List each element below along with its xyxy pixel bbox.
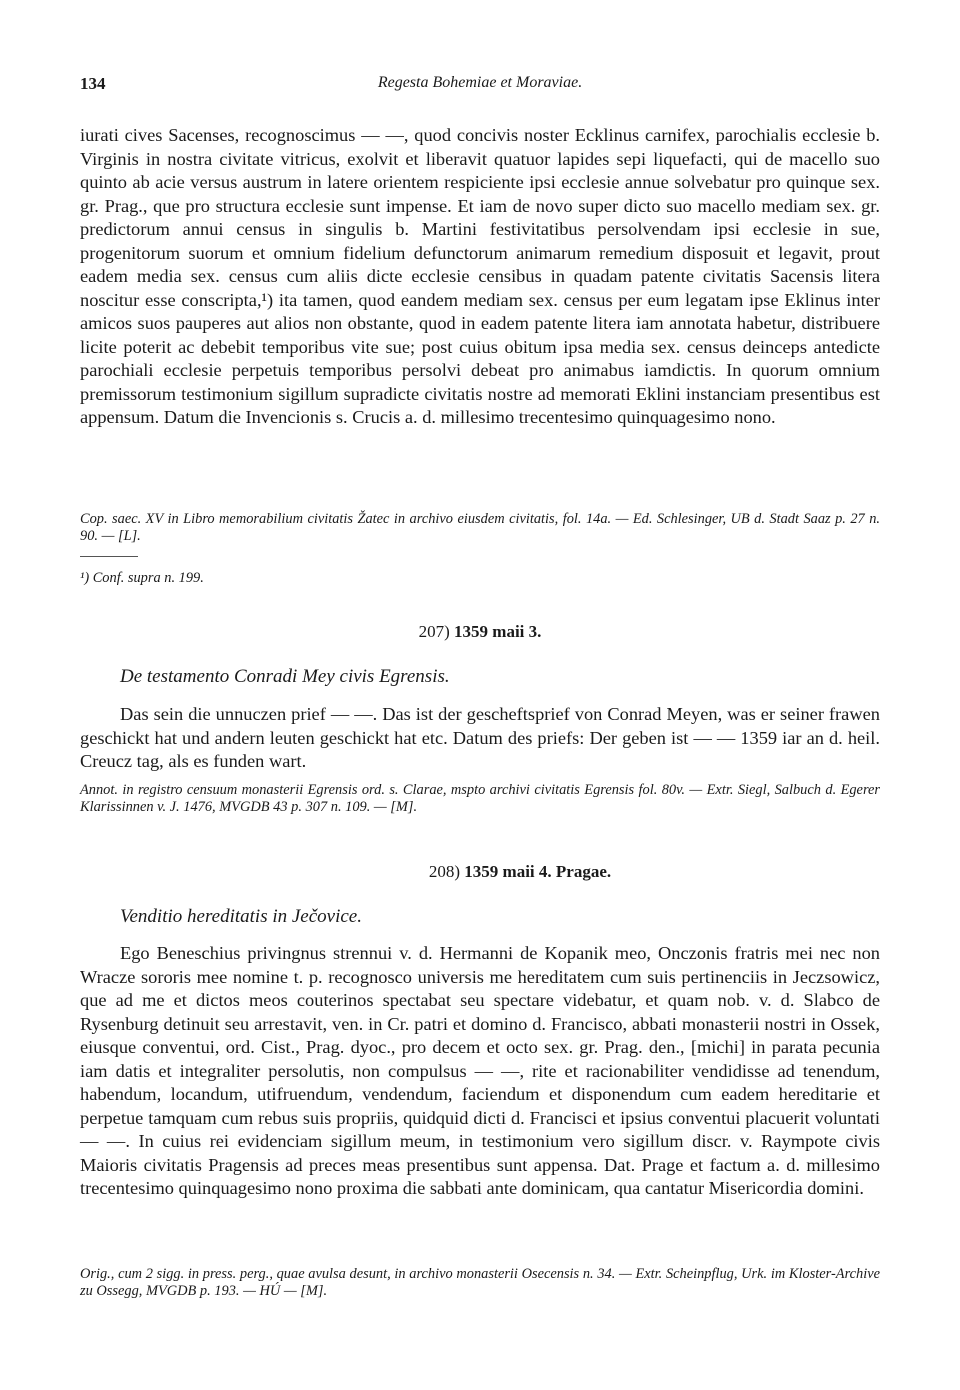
- doc207-heading: [80, 622, 880, 642]
- doc206-body: iurati cives Sacenses, recognoscimus — —, quod concivis noster Ecklinus carnifex, parochialis ecclesie b. Virginis in nostra civitate vitricus, exolvit et liberavit quatuor lapides sepi liquefacti, qui de macello suo quinto ab acie versus austrum in latere orientem respiciente ipsi ecclesie annue solvebatur pro quinque sex. gr. Prag., que pro structura ecclesie sunt impense. Et iam de novo super dicto suo macello mediam sex. gr. predictorum annui census in singulis b. Martini festivitatibus persolvendam ipsi ecclesie in sue, progenitorum suorum et omnium fidelium defunctorum animarum remedium disposuit et legavit, prout eadem media sex. census cum aliis dicte ecclesie censibus in quadam patente civitatis Sacensis litera noscitur esse conscripta,¹) ita tamen, quod eandem mediam sex. census per eum legatam ipse Eklinus inter amicos suos pauperes aut alios non obstante, quod in eadem patente litera iam annotata habetur, distribuere licite poterit ac debebit temporibus vite sue; post cuius obitum ipsa media sex. census deinceps antedicte parochiali ecclesie perpetuis temporibus persolvi debeat pro animabus iamdictis. In quorum omnium premissorum testimonium sigillum supradicte civitatis nostre ad memorati Eklini instanciam presentibus est appensum. Datum die Invencionis s. Crucis a. d. millesimo trecentesimo quinquagesimo nono.: [80, 125, 880, 427]
- doc207-number: 207): [418, 622, 450, 641]
- doc208-source-note: Orig., cum 2 sigg. in press. perg., quae avulsa desunt, in archivo monasterii Osecensis n. 34. — Extr. Scheinpflug, Urk. im Kloster-Archive zu Ossegg, MVGDB p. 193. — HÚ — [M].: [80, 1266, 880, 1299]
- doc206-footnote: ¹) Conf. supra n. 199.: [80, 570, 204, 586]
- doc208-date: 1359 maii 4. Pragae.: [464, 862, 612, 881]
- doc206-source-note: Cop. saec. XV in Libro memorabilium civitatis Žatec in archivo eiusdem civitatis, fol. 14a. — Ed. Schlesinger, UB d. Stadt Saaz p. 27 n. 90. — [L].: [80, 511, 880, 544]
- doc208-rubric: Venditio hereditatis in Ječovice.: [120, 906, 362, 927]
- doc208-number: 208): [428, 862, 461, 881]
- page-header: [80, 74, 880, 100]
- doc207-source-note: Annot. in registro censuum monasterii Egrensis ord. s. Clarae, mspto archivi civitatis Egrensis fol. 80v. — Extr. Siegl, Salbuch d. Egerer Klarissinnen v. J. 1476, MVGDB 43 p. 307 n. 109. — [M].: [80, 782, 880, 815]
- doc208-heading: [80, 862, 880, 882]
- doc207-body: Das sein die unnuczen prief — —. Das ist der gescheftsprief von Conrad Meyen, was er seiner frawen geschickt hat und andern leuten geschickt hat etc. Datum des priefs: Der geben ist — — 1359 iar an d. heil. Creucz tag, als es funden wart.: [80, 704, 880, 771]
- footnote-separator: [80, 556, 138, 557]
- page-number: 134: [80, 74, 106, 93]
- running-title: Regesta Bohemiae et Moraviae.: [377, 74, 583, 91]
- doc207-rubric: De testamento Conradi Mey civis Egrensis.: [120, 666, 450, 687]
- doc207-date: 1359 maii 3.: [454, 622, 542, 641]
- doc208-body: Ego Beneschius privingnus strennui v. d. Hermanni de Kopanik meo, Onczonis fratris mei nec non Wracze sororis mee nomine t. p. recognosco universis me hereditatem cum suis pertinenciis in Jeczsowicz, que ad me et dictos meos couterinos spectabat seu spectare videbatur, et quam nob. v. d. Slabco de Rysenburg detinuit seu arrestavit, ven. in Cr. patri et domino d. Francisco, abbati monasterii nostri in Ossek, eiusque conventui, ord. Cist., Prag. dyoc., pro decem et octo sex. gr. Prag. den., [michi] in parata pecunia iam datis et integraliter persolutis, non compulsus — —, rite et racionabiliter vendidisse ad tenendum, habendum, locandum, utifruendum, vendendum, faciendum et disponendum cum eadem hereditarie et perpetue tamquam cum rebus suis propriis, quidquid dicti d. Francisci et ipsius conventui placuerit voluntati — —. In cuius rei evidenciam sigillum meum, in testimonium vero sigillum discr. v. Raympote civis Maioris civitatis Pragensis ad preces meas presentibus sunt appensa. Dat. Prage et factum a. d. millesimo trecentesimo quinquagesimo nono proxima die sabbati ante dominicam, qua cantatur Misericordia domini.: [80, 943, 880, 1198]
